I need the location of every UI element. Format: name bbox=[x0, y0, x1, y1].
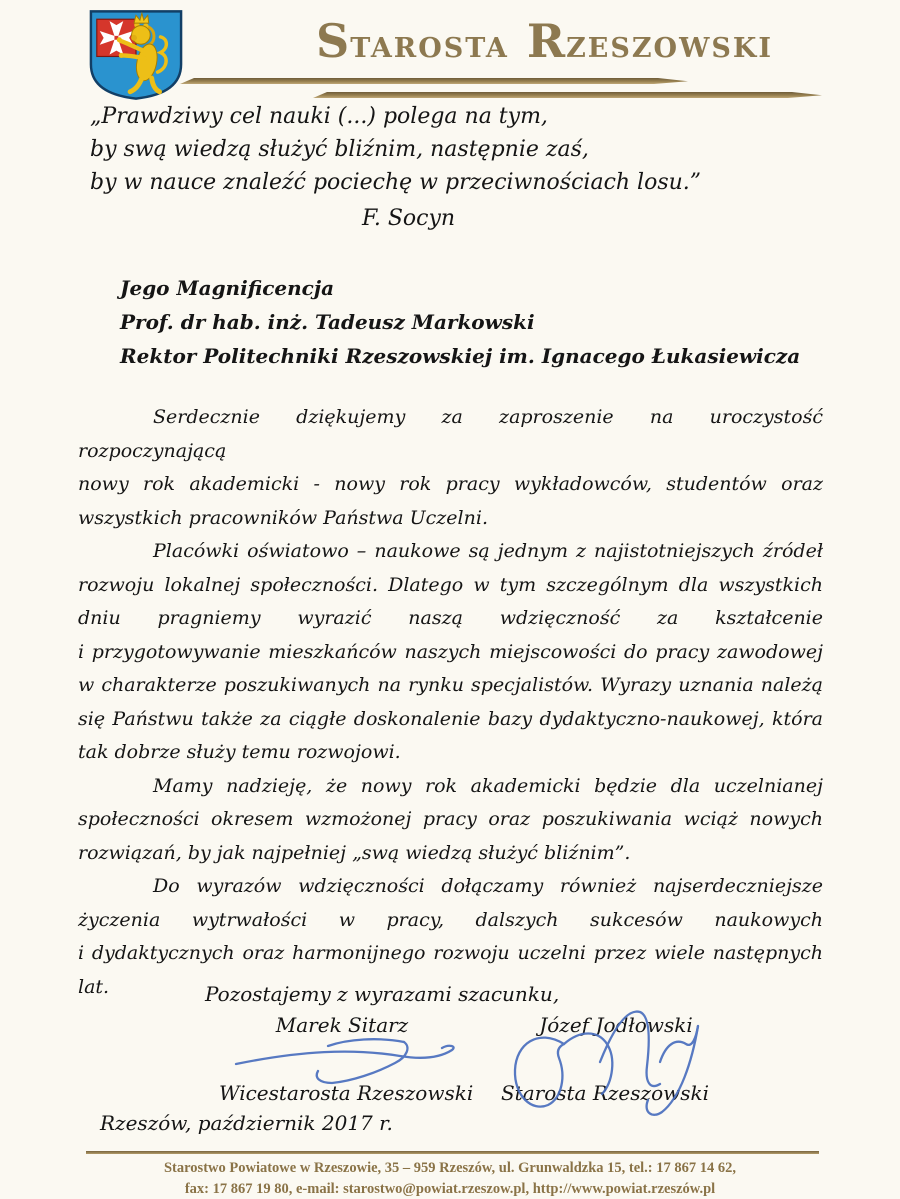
body-line: dniu pragniemy wyrazić naszą wdzięczność za kształcenie bbox=[78, 607, 823, 629]
body-line: życzenia wytrwałości w pracy, dalszych sukcesów naukowych bbox=[78, 908, 823, 931]
body-line: społeczności okresem wzmożonej pracy oraz poszukiwania wciąż nowych bbox=[78, 808, 823, 830]
footer-line: fax: 17 867 19 80, e-mail: starostwo@powiat.rzeszow.pl, http://www.powiat.rzeszów.pl bbox=[184, 1181, 716, 1197]
body-line: Serdecznie dziękujemy za zaproszenie na uroczystość rozpoczynającą bbox=[78, 406, 823, 462]
signatory-title-vice-starosta: Wicestarosta Rzeszowski bbox=[219, 1081, 474, 1105]
signatory-title-starosta: Starosta Rzeszowski bbox=[500, 1081, 710, 1105]
closing-salutation: Pozostajemy z wyrazami szacunku, bbox=[205, 982, 560, 1006]
addressee-line: Jego Magnificencja bbox=[120, 276, 335, 300]
place-and-date: Rzeszów, październik 2017 r. bbox=[100, 1111, 393, 1135]
body-line: rozwoju lokalnej społeczności. Dlatego w tym szczególnym dla wszystkich bbox=[78, 573, 823, 596]
title-word-starosta: STAROSTA bbox=[316, 14, 509, 68]
addressee-block bbox=[120, 271, 800, 373]
signatory-name-vice-starosta: Marek Sitarz bbox=[275, 1013, 409, 1037]
body-line: lat. bbox=[78, 975, 110, 998]
footer-line: Starostwo Powiatowe w Rzeszowie, 35 – 959 Rzeszów, ul. Grunwaldzka 15, tel.: 17 867 14 62, bbox=[163, 1160, 737, 1176]
addressee-line: Prof. dr hab. inż. Tadeusz Markowski bbox=[120, 310, 535, 334]
body-line: w charakterze poszukiwanych na rynku specjalistów. Wyrazy uznania należą bbox=[78, 674, 823, 696]
body-line: nowy rok akademicki - nowy rok pracy wykładowców, studentów oraz bbox=[78, 473, 823, 495]
epigraph-line: by swą wiedzą służyć bliźnim, następnie zaś, bbox=[90, 137, 589, 162]
body-line: Placówki oświatowo – naukowe są jednym z najistotniejszych źródeł bbox=[153, 540, 823, 562]
epigraph-line: „Prawdziwy cel nauki (...) polega na tym, bbox=[90, 104, 548, 129]
letterhead-title bbox=[316, 12, 773, 72]
body-paragraphs bbox=[78, 401, 823, 1004]
body-line: i dydaktycznych oraz harmonijnego rozwoju uczelni przez wiele następnych bbox=[78, 942, 823, 964]
signatory-name-starosta: Józef Jodłowski bbox=[539, 1013, 693, 1037]
body-line: tak dobrze służy temu rozwojowi. bbox=[78, 741, 401, 763]
epigraph-author: F. Socyn bbox=[362, 206, 456, 231]
epigraph-lines bbox=[90, 100, 730, 199]
body-line: się Państwu także za ciągłe doskonalenie bazy dydaktyczno-naukowej, która bbox=[78, 707, 823, 730]
decorative-rule-top bbox=[180, 78, 688, 84]
decorative-rule-bottom bbox=[313, 92, 822, 98]
body-line: i przygotowywanie mieszkańców naszych miejscowości do pracy zawodowej bbox=[78, 640, 823, 663]
addressee-line: Rektor Politechniki Rzeszowskiej im. Ignacego Łukasiewicza bbox=[120, 344, 801, 368]
footer-rule bbox=[86, 1151, 819, 1154]
epigraph bbox=[90, 100, 730, 235]
footer-contact bbox=[0, 1158, 900, 1199]
epigraph-line: by w nauce znaleźć pociechę w przeciwnościach losu.” bbox=[90, 170, 702, 195]
rzeszow-county-coat-of-arms-icon bbox=[87, 7, 185, 102]
body-line: Do wyrazów wdzięczności dołączamy również najserdeczniejsze bbox=[153, 875, 823, 897]
title-word-rzeszowski: RZESZOWSKI bbox=[526, 14, 773, 68]
body-line: wszystkich pracowników Państwa Uczelni. bbox=[78, 506, 488, 529]
signature-marek-sitarz-icon bbox=[236, 1039, 454, 1083]
body-line: rozwiązań, by jak najpełniej „swą wiedzą służyć bliźnim”. bbox=[78, 841, 631, 864]
body-line: Mamy nadzieję, że nowy rok akademicki będzie dla uczelnianej bbox=[153, 774, 823, 797]
